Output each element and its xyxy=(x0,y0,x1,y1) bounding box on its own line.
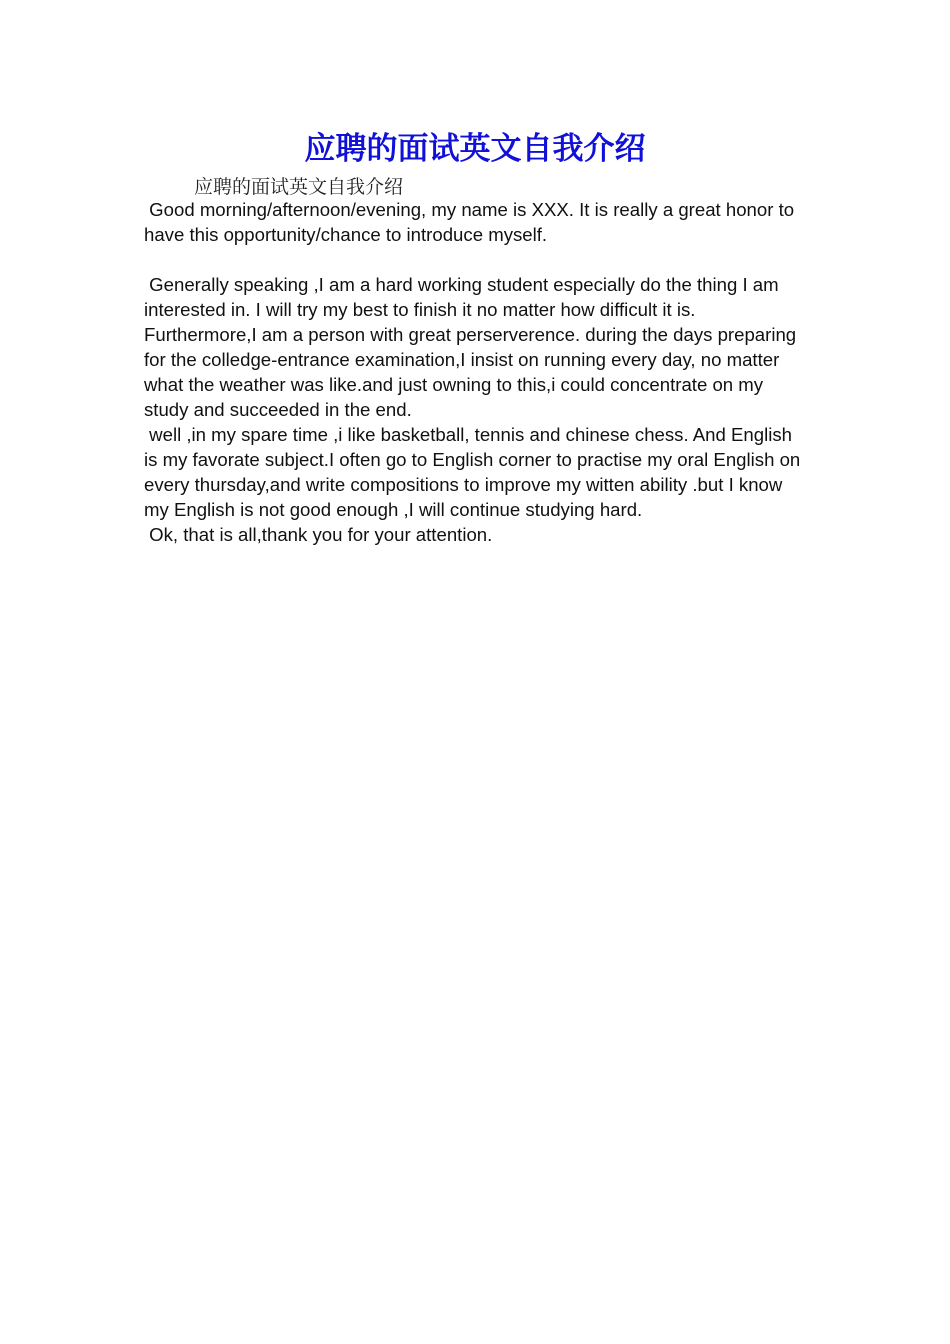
paragraph-greeting: Good morning/afternoon/evening, my name is XXX. It is really a great honor to have this opportunity/chance to introduce myself. xyxy=(144,199,800,245)
document-body xyxy=(144,197,810,547)
paragraph-closing: Ok, that is all,thank you for your attention. xyxy=(144,524,493,545)
paragraph-hobbies: well ,in my spare time ,i like basketball, tennis and chinese chess. And English is my favorate subject.I often go to English corner to practise my oral English on every thursday,and write compositions to improve my witten ability .but I know my English is not good enough ,I will continue studying hard. xyxy=(144,424,806,520)
document-subtitle: 应聘的面试英文自我介绍 xyxy=(194,176,404,198)
paragraph-personality: Generally speaking ,I am a hard working student especially do the thing I am interested in. I will try my best to finish it no matter how difficult it is. Furthermore,I am a person with great perserverence. during the days preparing for the colledge-entrance examination,I insist on running every day, no matter what the weather was like.and just owning to this,i could concentrate on my study and succeeded in the end. xyxy=(144,274,802,420)
paragraph-spacer xyxy=(144,247,810,272)
document-title: 应聘的面试英文自我介绍 xyxy=(304,131,646,167)
